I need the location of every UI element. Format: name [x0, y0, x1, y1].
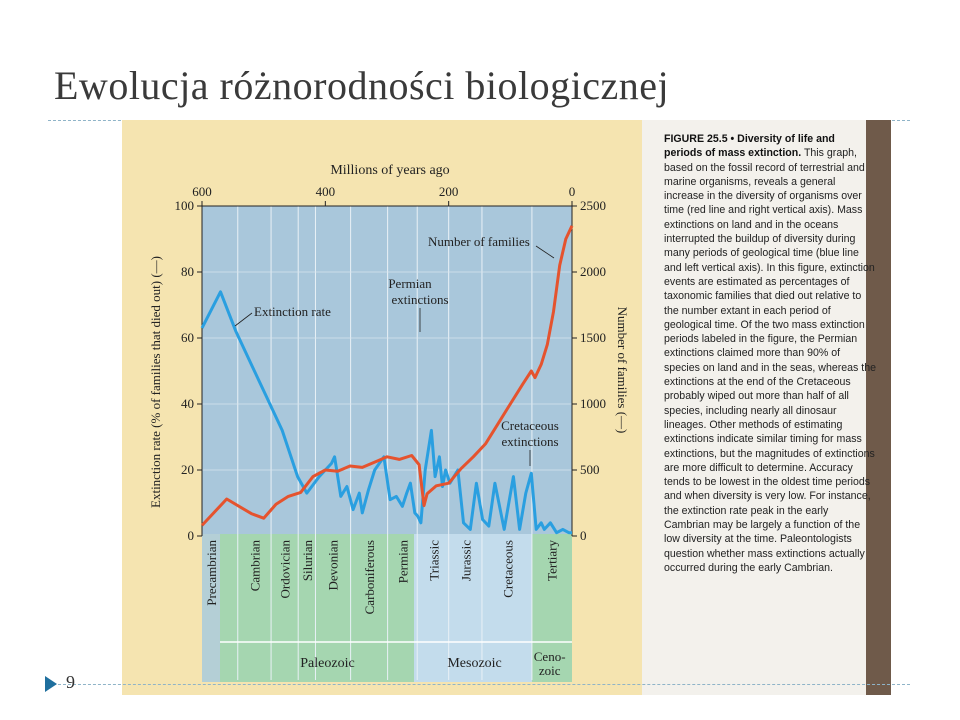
- annotation-permian-line1: Permian: [388, 276, 432, 291]
- period-label: Tertiary: [544, 540, 560, 581]
- period-label: Silurian: [299, 540, 315, 582]
- era-label-cenozoic-line1: Ceno-: [533, 649, 566, 664]
- page-number: 9: [66, 672, 75, 692]
- left-tick-label: 100: [174, 198, 194, 213]
- period-label: Jurassic: [458, 540, 474, 582]
- left-tick-label: 20: [181, 462, 194, 477]
- right-tick-label: 500: [580, 462, 600, 477]
- annotation-cretaceous-line2: extinctions: [501, 434, 559, 449]
- period-label: Devonian: [325, 540, 341, 591]
- caption-heading: FIGURE 25.5 • Diversity of life and periods of mass extinction.: [664, 133, 835, 160]
- period-label: Cambrian: [247, 540, 263, 592]
- x-tick-label: 0: [568, 184, 576, 199]
- annotation-permian-line2: extinctions: [391, 292, 449, 307]
- era-label-paleozoic: Paleozoic: [300, 656, 355, 671]
- right-tick-label: 0: [580, 528, 587, 543]
- era-label-cenozoic-line2: zoic: [538, 663, 561, 678]
- page-arrow-icon: [45, 676, 57, 692]
- left-axis-title: Extinction rate (% of families that died out) (—): [148, 256, 163, 508]
- period-label: Precambrian: [204, 540, 219, 606]
- annotation-extinction-rate: Extinction rate: [254, 304, 331, 319]
- era-label-mesozoic: Mesozoic: [447, 656, 502, 671]
- left-tick-label: 60: [181, 330, 194, 345]
- left-tick-label: 80: [181, 264, 194, 279]
- x-axis-title: Millions of years ago: [330, 163, 450, 178]
- right-tick-label: 2500: [580, 198, 606, 213]
- period-label: Cretaceous: [500, 540, 516, 598]
- footer-divider: [48, 684, 910, 685]
- right-tick-label: 2000: [580, 264, 606, 279]
- period-label: Permian: [395, 540, 411, 584]
- annotation-cretaceous-line1: Cretaceous: [501, 418, 559, 433]
- right-tick-label: 1500: [580, 330, 606, 345]
- left-tick-label: 40: [181, 396, 194, 411]
- figure-caption: [664, 132, 876, 575]
- right-tick-label: 1000: [580, 396, 606, 411]
- left-tick-label: 0: [187, 528, 194, 543]
- annotation-number-of-families: Number of families: [428, 234, 530, 249]
- period-label: Ordovician: [277, 540, 293, 599]
- x-tick-label: 400: [315, 184, 336, 199]
- x-tick-label: 600: [192, 184, 212, 199]
- period-label: Triassic: [426, 540, 442, 581]
- x-tick-label: 200: [438, 184, 459, 199]
- caption-body: This graph, based on the fossil record of terrestrial and marine organisms, reveals a general increase in the diversity of organisms over time (red line and right vertical axis). Mass extinctions on land and in the oceans interrupted the buildup of diversity during many periods of geological time (blue line and left vertical axis). In this figure, extinction events are estimated as percentages of taxonomic families that died out relative to the number extant in each period of geological time. Of the two mass extinction periods labeled in the figure, the Permian extinctions claimed more than 90% of species on land and in the seas, whereas the extinctions at the end of the Cretaceous probably wiped out more than half of all species, including nearly all dinosaur lineages. Other methods of estimating extinctions indicate similar timing for mass extinctions, but the magnitudes of extinctions are more difficult to determine. Accuracy tends to be lowest in the oldest time periods and when diversity is very low. For instance, the extinction rate peak in the early Cambrian may be largely a function of the low diversity at the time. Paleontologists question whether mass extinctions actually occurred during the early Cambrian.: [664, 147, 877, 574]
- slide-title: Ewolucja różnorodności biologicznej: [54, 63, 670, 108]
- period-label: Carboniferous: [362, 540, 378, 615]
- right-axis-title: Number of families (—): [615, 306, 630, 434]
